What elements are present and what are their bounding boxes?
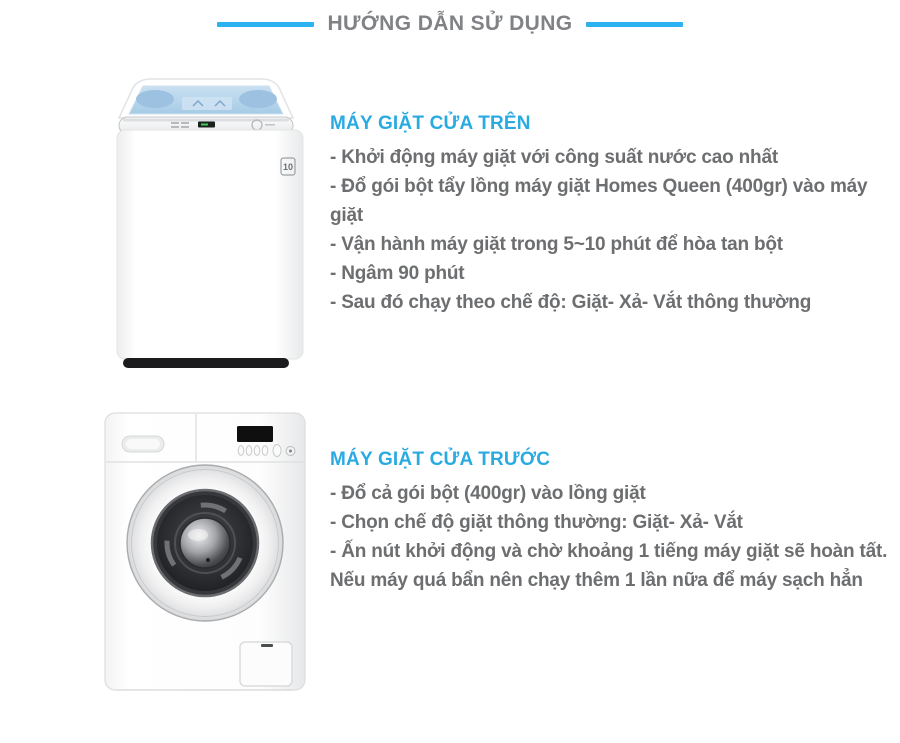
section-front-load xyxy=(330,449,895,595)
instruction-item: - Đổ gói bột tẩy lồng máy giặt Homes Queen (400gr) vào máy giặt xyxy=(330,176,868,226)
instruction-item: - Ấn nút khởi động và chờ khoảng 1 tiếng máy giặt sẽ hoàn tất. Nếu máy quá bẩn nên chạy thêm 1 lần nữa để máy sạch hẳn xyxy=(330,541,888,591)
section-title-front-load: MÁY GIẶT CỬA TRƯỚC xyxy=(330,449,551,470)
drum-hub xyxy=(180,518,230,568)
page-header xyxy=(0,12,900,36)
washer-lid xyxy=(119,79,293,118)
washer-base xyxy=(123,358,289,368)
panel-display xyxy=(237,426,273,442)
washer-door xyxy=(127,465,283,621)
section-title-top-load: MÁY GIẶT CỬA TRÊN xyxy=(330,113,531,134)
instruction-item: - Khởi động máy giặt với công suất nước cao nhất xyxy=(330,147,778,168)
header-divider-right xyxy=(586,22,683,27)
front-load-washer-image xyxy=(95,405,330,705)
instruction-item: - Chọn chế độ giặt thông thường: Giặt- Xả- Vắt xyxy=(330,512,743,533)
instruction-list-top-load xyxy=(330,143,895,317)
instruction-item: - Ngâm 90 phút xyxy=(330,263,465,284)
section-top-load xyxy=(330,113,895,317)
header-divider-left xyxy=(217,22,314,27)
washer-body xyxy=(117,130,303,359)
instruction-item: - Vận hành máy giặt trong 5~10 phút để hòa tan bột xyxy=(330,234,783,255)
instruction-item: - Sau đó chạy theo chế độ: Giặt- Xả- Vắt thông thường xyxy=(330,292,812,313)
svg-text:10: 10 xyxy=(282,162,294,172)
instruction-item: - Đổ cả gói bột (400gr) vào lồng giặt xyxy=(330,483,646,504)
top-load-washer-image xyxy=(95,72,317,374)
instruction-list-front-load xyxy=(330,479,895,595)
page-title: HƯỚNG DẪN SỬ DỤNG xyxy=(327,12,573,35)
access-panel xyxy=(240,642,292,686)
